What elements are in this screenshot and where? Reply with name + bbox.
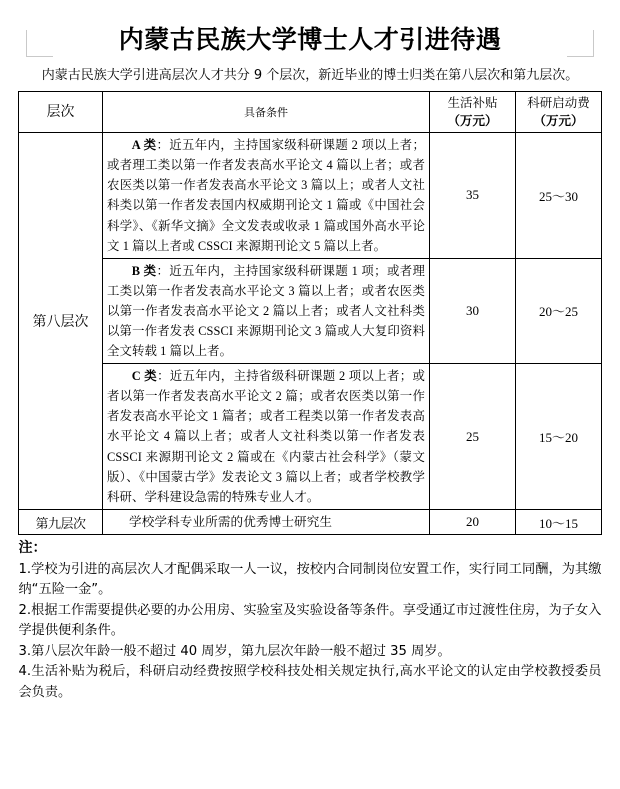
page-title: 内蒙古民族大学博士人才引进待遇 <box>118 27 502 54</box>
column-header-stipend <box>430 91 516 132</box>
column-header-fund-label: 科研启动费 <box>527 94 590 110</box>
benefits-table <box>18 91 602 535</box>
column-header-conditions: 具备条件 <box>103 91 430 132</box>
stipend-value-ninth: 20 <box>430 509 516 534</box>
fund-value-c: 15～20 <box>516 364 602 510</box>
class-label-c: C 类 <box>131 369 158 384</box>
level-cell-ninth: 第九层次 <box>19 509 103 534</box>
notes-title: 注： <box>18 540 47 557</box>
column-header-level: 层次 <box>19 91 103 132</box>
class-label-b: B 类 <box>131 263 157 278</box>
column-header-stipend-unit: （万元） <box>447 113 498 129</box>
table-row <box>19 133 602 259</box>
condition-cell-ninth: 学校学科专业所需的优秀博士研究生 <box>103 509 430 534</box>
note-item-1: 1.学校为引进的高层次人才配偶采取一人一议，按校内合同制岗位安置工作，实行同工同酬，为其缴纳“五险一金”。 <box>18 561 602 598</box>
condition-cell-c <box>103 364 430 510</box>
note-item-3: 3.第八层次年龄一般不超过 40 周岁，第九层次年龄一般不超过 35 周岁。 <box>18 643 451 659</box>
fund-value-ninth: 10～15 <box>516 509 602 534</box>
note-item-4: 4.生活补贴为税后，科研启动经费按照学校科技处相关规定执行,高水平论文的认定由学校教授委员会负责。 <box>18 664 602 700</box>
condition-cell-a <box>103 133 430 259</box>
table-row <box>19 364 602 510</box>
condition-text-a: ：近五年内，主持国家级科研课题 2 项以上者；或者理工类以第一作者发表高水平论文 4 篇以上者；或者农医类以第一作者发表高水平论文 3 篇以上；或者人文社科类以第一作者发表国内权威期刊论文 1 篇或《中国社会科学》、《新华文摘》全文发表或收录 1 篇或国外高水平论文 1 篇以上者或 CSSCI 来源期刊论文 5 篇以上者。 <box>107 138 425 253</box>
column-header-stipend-label: 生活补贴 <box>447 94 498 110</box>
fund-value-b: 20～25 <box>516 258 602 363</box>
stipend-value-a: 35 <box>430 133 516 259</box>
table-row <box>19 509 602 534</box>
fund-value-a: 25～30 <box>516 133 602 259</box>
column-header-fund <box>516 91 602 132</box>
table-header-row <box>19 91 602 132</box>
column-header-fund-unit: （万元） <box>533 113 584 129</box>
class-label-a: A 类 <box>131 138 157 153</box>
stipend-value-c: 25 <box>430 364 516 510</box>
document-subtitle: 内蒙古民族大学引进高层次人才共分 9 个层次，新近毕业的博士归类在第八层次和第九层次。 <box>41 68 579 83</box>
condition-text-b: ：近五年内，主持国家级科研课题 1 项；或者理工类以第一作者发表高水平论文 3 篇以上者；或者农医类以第一作者发表高水平论文 2 篇以上者；或者人文社科类以第一作者发表 CSSCI 来源期刊论文 3 篇或人大复印资料全文转载 1 篇以上者。 <box>107 263 425 359</box>
stipend-value-b: 30 <box>430 258 516 363</box>
condition-text-c: ：近五年内，主持省级科研课题 2 项以上者；或者以第一作者发表高水平论文 2 篇；或者农医类以第一作者发表高水平论文 1 篇者；或者工程类以第一作者发表高水平论文 4 篇以上者；或者人文社科类以第一作者发表 CSSCI 来源期刊论文 2 篇或在《内蒙古社会科学》（蒙文版）、《中国蒙古学》发表论文 3 篇以上者；或者学校教学科研、学科建设急需的特殊专业人才。 <box>107 369 425 504</box>
table-row <box>19 258 602 363</box>
notes-section <box>19 538 602 703</box>
document-page <box>0 26 620 703</box>
condition-cell-b <box>103 258 430 363</box>
note-item-2: 2.根据工作需要提供必要的办公用房、实验室及实验设备等条件。享受通辽市过渡性住房，为子女入学提供便利条件。 <box>18 602 602 639</box>
level-cell-eighth: 第八层次 <box>19 133 103 510</box>
